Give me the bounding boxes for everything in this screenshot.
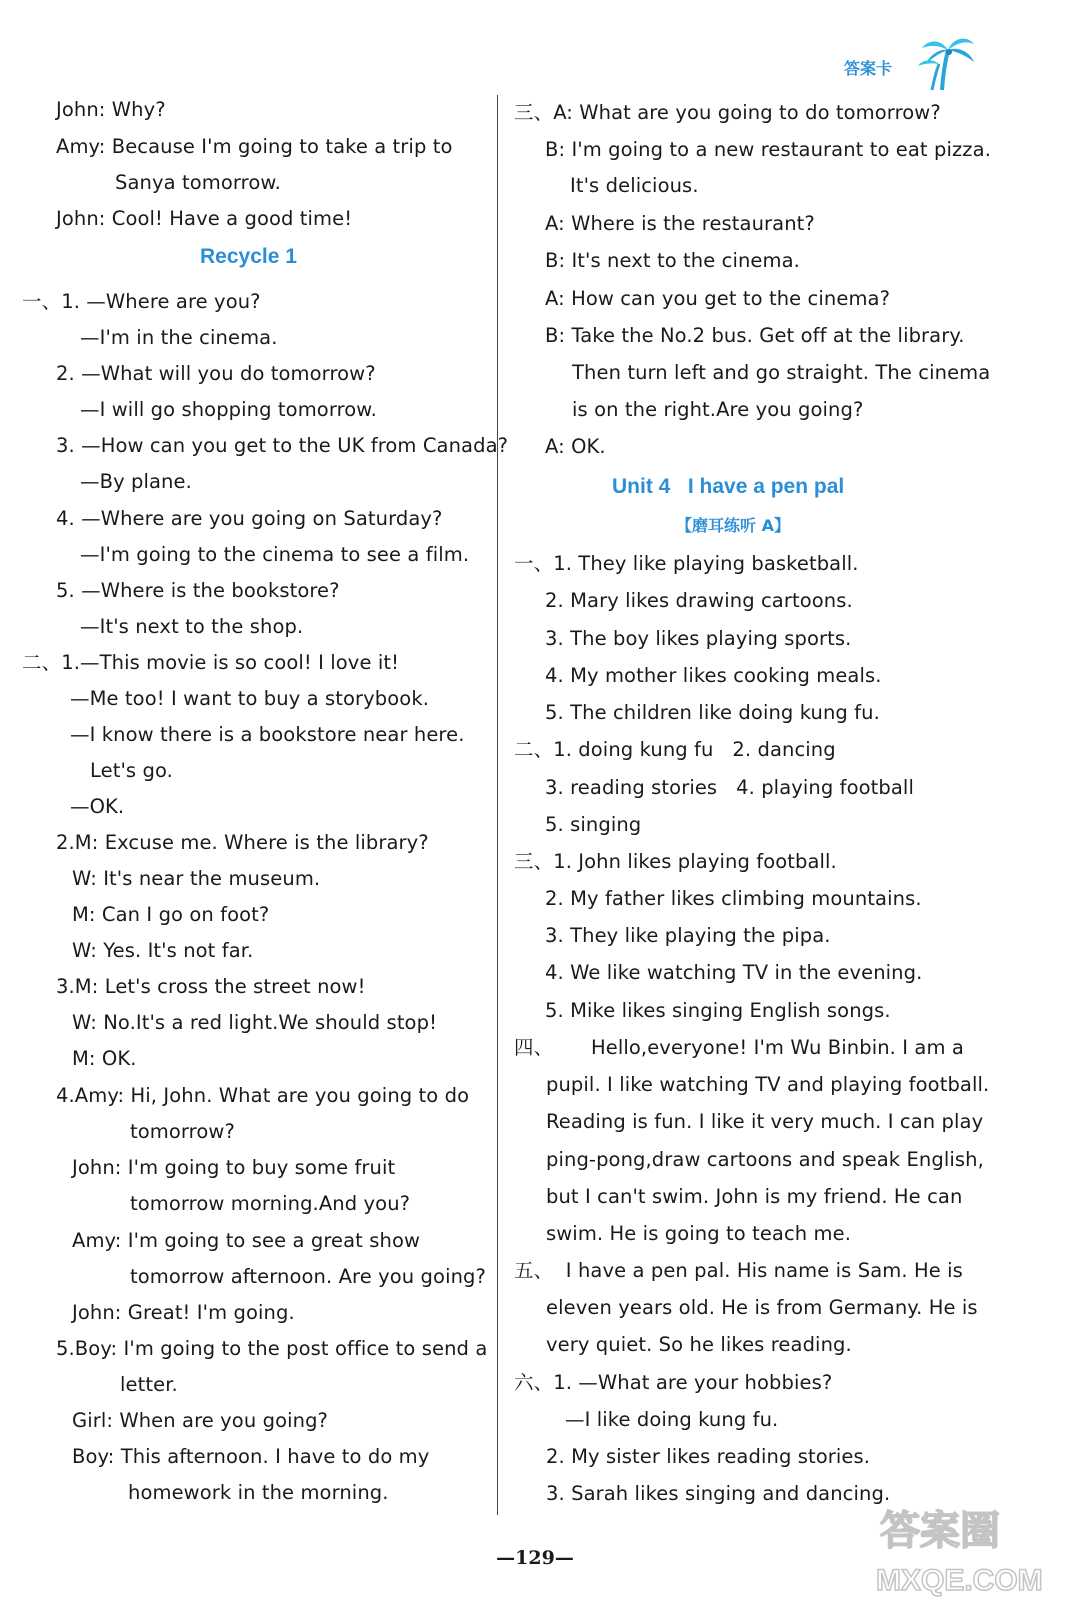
watermark-line2: MXQE.COM xyxy=(876,1564,1043,1597)
text-line: pupil. I like watching TV and playing football. xyxy=(546,1073,990,1096)
text-line: 六、1. —What are your hobbies? xyxy=(514,1371,833,1394)
text-line: John: Cool! Have a good time! xyxy=(56,207,353,230)
text-line: 4. We like watching TV in the evening. xyxy=(545,961,923,984)
text-line: swim. He is going to teach me. xyxy=(546,1222,852,1245)
text-line: 5. Mike likes singing English songs. xyxy=(545,999,891,1022)
text-line: very quiet. So he likes reading. xyxy=(546,1333,852,1356)
text-line: homework in the morning. xyxy=(128,1481,389,1504)
text-line: 2. Mary likes drawing cartoons. xyxy=(545,589,853,612)
text-line: Reading is fun. I like it very much. I can play xyxy=(546,1110,984,1133)
text-line: —I like doing kung fu. xyxy=(565,1408,779,1431)
text-line: It's delicious. xyxy=(570,174,699,197)
text-line: 三、A: What are you going to do tomorrow? xyxy=(514,101,941,124)
text-line: John: I'm going to buy some fruit xyxy=(72,1156,396,1179)
section-tag: 【磨耳练听 A】 xyxy=(676,516,790,535)
text-line: 一、1. —Where are you? xyxy=(22,290,261,313)
watermark-logo xyxy=(868,1492,1068,1600)
text-line: A: How can you get to the cinema? xyxy=(545,287,891,310)
text-line: 3. reading stories 4. playing football xyxy=(545,776,914,799)
text-line: 4. —Where are you going on Saturday? xyxy=(56,507,443,530)
text-line: John: Great! I'm going. xyxy=(72,1301,295,1324)
text-line: 5. —Where is the bookstore? xyxy=(56,579,340,602)
text-line: —I know there is a bookstore near here. xyxy=(70,723,465,746)
text-line: —I will go shopping tomorrow. xyxy=(80,398,377,421)
text-line: 四、 Hello,everyone! I'm Wu Binbin. I am a xyxy=(514,1036,964,1059)
text-line: —OK. xyxy=(70,795,125,818)
section-heading-recycle: Recycle 1 xyxy=(200,245,297,268)
text-line: Girl: When are you going? xyxy=(72,1409,328,1432)
text-line: W: No.It's a red light.We should stop! xyxy=(72,1011,437,1034)
text-line: eleven years old. He is from Germany. He is xyxy=(546,1296,978,1319)
text-line: 5. singing xyxy=(545,813,642,836)
text-line: tomorrow morning.And you? xyxy=(130,1192,411,1215)
text-line: Let's go. xyxy=(90,759,173,782)
text-line: Amy: I'm going to see a great show xyxy=(72,1229,421,1252)
text-line: 2. —What will you do tomorrow? xyxy=(56,362,376,385)
text-line: —It's next to the shop. xyxy=(80,615,304,638)
text-line: —Me too! I want to buy a storybook. xyxy=(70,687,430,710)
page-number: —129— xyxy=(496,1547,574,1569)
text-line: 三、1. John likes playing football. xyxy=(514,850,837,873)
text-line: ping-pong,draw cartoons and speak English, xyxy=(546,1148,984,1171)
text-line: B: I'm going to a new restaurant to eat pizza. xyxy=(545,138,991,161)
left-column xyxy=(0,0,509,1520)
text-line: Boy: This afternoon. I have to do my xyxy=(72,1445,430,1468)
text-line: —I'm going to the cinema to see a film. xyxy=(80,543,470,566)
text-line: 4.Amy: Hi, John. What are you going to do xyxy=(56,1084,470,1107)
text-line: 二、1. doing kung fu 2. dancing xyxy=(514,738,836,761)
text-line: M: OK. xyxy=(72,1047,137,1070)
answer-card-label: 答案卡 xyxy=(844,59,893,78)
text-line: 5.Boy: I'm going to the post office to send a xyxy=(56,1337,488,1360)
section-heading-unit4: Unit 4 I have a pen pal xyxy=(612,475,845,498)
text-line: John: Why? xyxy=(56,98,166,121)
text-line: A: OK. xyxy=(545,435,606,458)
text-line: but I can't swim. John is my friend. He can xyxy=(546,1185,963,1208)
text-line: 3. They like playing the pipa. xyxy=(545,924,831,947)
text-line: —I'm in the cinema. xyxy=(80,326,278,349)
text-line: 3. —How can you get to the UK from Canada? xyxy=(56,434,509,457)
text-line: 3. Sarah likes singing and dancing. xyxy=(546,1482,891,1505)
text-line: is on the right.Are you going? xyxy=(572,398,864,421)
text-line: Then turn left and go straight. The cinema xyxy=(572,361,991,384)
text-line: 4. My mother likes cooking meals. xyxy=(545,664,882,687)
text-line: —By plane. xyxy=(80,470,192,493)
text-line: 一、1. They like playing basketball. xyxy=(514,552,859,575)
watermark-line1: 答案圈 xyxy=(880,1509,1000,1553)
text-line: 3.M: Let's cross the street now! xyxy=(56,975,366,998)
text-line: 2.M: Excuse me. Where is the library? xyxy=(56,831,429,854)
text-line: M: Can I go on foot? xyxy=(72,903,270,926)
text-line: 2. My sister likes reading stories. xyxy=(546,1445,871,1468)
text-line: 2. My father likes climbing mountains. xyxy=(545,887,922,910)
text-line: A: Where is the restaurant? xyxy=(545,212,815,235)
text-line: Sanya tomorrow. xyxy=(115,171,281,194)
text-line: 5. The children like doing kung fu. xyxy=(545,701,880,724)
text-line: B: Take the No.2 bus. Get off at the library. xyxy=(545,324,965,347)
text-line: 3. The boy likes playing sports. xyxy=(545,627,852,650)
text-line: tomorrow? xyxy=(130,1120,235,1143)
right-column xyxy=(500,0,991,1520)
text-line: 五、 I have a pen pal. His name is Sam. He is xyxy=(514,1259,963,1282)
text-line: 二、1.—This movie is so cool! I love it! xyxy=(22,651,400,674)
text-line: Amy: Because I'm going to take a trip to xyxy=(56,135,453,158)
text-line: W: It's near the museum. xyxy=(72,867,321,890)
text-line: letter. xyxy=(120,1373,178,1396)
text-line: tomorrow afternoon. Are you going? xyxy=(130,1265,486,1288)
text-line: W: Yes. It's not far. xyxy=(72,939,254,962)
text-line: B: It's next to the cinema. xyxy=(545,249,800,272)
